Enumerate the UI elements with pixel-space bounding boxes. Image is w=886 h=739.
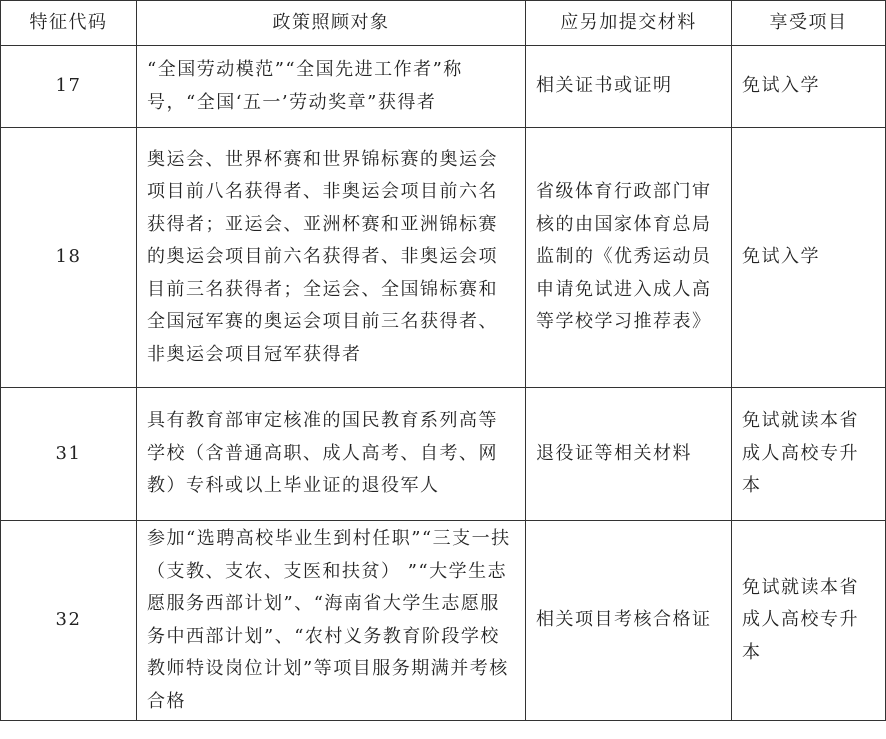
cell-benefit: 免试入学 bbox=[732, 128, 886, 388]
cell-target: 具有教育部审定核准的国民教育系列高等学校（含普通高职、成人高考、自考、网教）专科或以上毕业证的退役军人 bbox=[137, 388, 526, 521]
table-row bbox=[1, 46, 886, 128]
cell-code: 32 bbox=[1, 521, 137, 721]
cell-target: 参加“选聘高校毕业生到村任职”“三支一扶 （支教、支农、支医和扶贫） ”“大学生志愿服务西部计划”、“海南省大学生志愿服务中西部计划”、“农村义务教育阶段学校教师特设岗位计划”等项目服务期满并考核合格 bbox=[137, 521, 526, 721]
header-benefit: 享受项目 bbox=[732, 1, 886, 46]
cell-code: 17 bbox=[1, 46, 137, 128]
cell-code: 31 bbox=[1, 388, 137, 521]
cell-code: 18 bbox=[1, 128, 137, 388]
header-code: 特征代码 bbox=[1, 1, 137, 46]
cell-benefit: 免试就读本省成人高校专升本 bbox=[732, 521, 886, 721]
header-materials: 应另加提交材料 bbox=[526, 1, 732, 46]
cell-target: “全国劳动模范”“全国先进工作者”称号，“全国‘五一’劳动奖章”获得者 bbox=[137, 46, 526, 128]
cell-target: 奥运会、世界杯赛和世界锦标赛的奥运会项目前八名获得者、非奥运会项目前六名获得者；亚运会、亚洲杯赛和亚洲锦标赛的奥运会项目前六名获得者、非奥运会项目前三名获得者；全运会、全国锦标赛和全国冠军赛的奥运会项目前三名获得者、非奥运会项目冠军获得者 bbox=[137, 128, 526, 388]
table-row bbox=[1, 388, 886, 521]
cell-materials: 退役证等相关材料 bbox=[526, 388, 732, 521]
cell-materials: 相关证书或证明 bbox=[526, 46, 732, 128]
table-row bbox=[1, 128, 886, 388]
cell-benefit: 免试入学 bbox=[732, 46, 886, 128]
header-target: 政策照顾对象 bbox=[137, 1, 526, 46]
table-row bbox=[1, 521, 886, 721]
cell-materials: 省级体育行政部门审核的由国家体育总局监制的《优秀运动员申请免试进入成人高等学校学习推荐表》 bbox=[526, 128, 732, 388]
cell-materials: 相关项目考核合格证 bbox=[526, 521, 732, 721]
cell-benefit: 免试就读本省成人高校专升本 bbox=[732, 388, 886, 521]
header-row bbox=[1, 1, 886, 46]
